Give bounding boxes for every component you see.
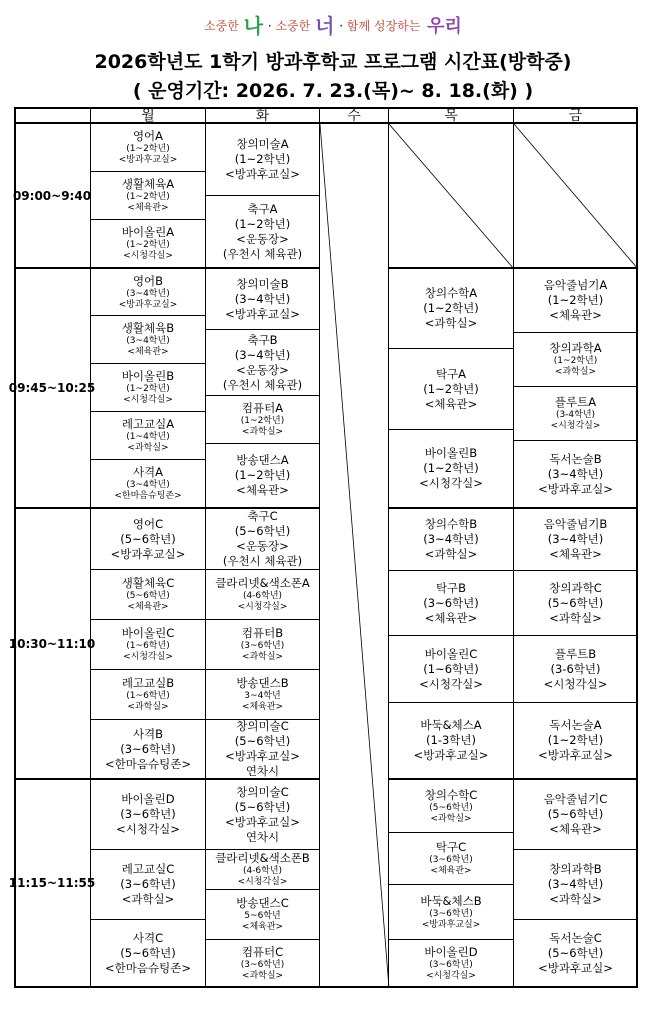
- program-detail: (5~6학년): [120, 531, 176, 546]
- program-detail: <과학실>: [127, 702, 169, 712]
- program-cell-tue: [206, 720, 320, 780]
- day-header: 수: [320, 107, 389, 124]
- program-cell-fri: [514, 441, 638, 509]
- program-detail: (1~2학년): [234, 468, 291, 482]
- program-detail: (1~2학년): [547, 733, 604, 747]
- program-cell-tue: [206, 570, 320, 620]
- program-name: 컴퓨터C: [241, 944, 284, 959]
- program-name: 바이올린D: [121, 792, 175, 806]
- program-name: 생활체육B: [121, 321, 175, 335]
- program-detail: (3-4학년): [555, 410, 596, 420]
- program-cell-thu: [389, 349, 514, 430]
- program-detail: (1~2학년): [234, 152, 291, 166]
- program-cell-mon: [91, 509, 206, 570]
- program-detail: (1~6학년): [126, 641, 170, 651]
- program-detail: <체육관>: [236, 483, 289, 497]
- program-cell-tue: [206, 269, 320, 330]
- program-detail: (1~6학년): [126, 691, 170, 701]
- thursday-empty-first-slot: [389, 124, 514, 269]
- program-name: 축구A: [247, 201, 278, 216]
- program-name: 플루트A: [554, 395, 597, 409]
- program-detail: (우천시 체육관): [222, 377, 303, 392]
- program-detail: (1-3학년): [426, 733, 476, 747]
- program-name: 영어C: [132, 516, 164, 531]
- program-detail: (4-6학년): [242, 866, 283, 876]
- program-cell-mon: [91, 720, 206, 780]
- program-detail: 3~4학년: [244, 691, 281, 701]
- slogan-word-3: 함께 성장하는: [346, 19, 421, 33]
- program-cell-mon: [91, 220, 206, 269]
- program-cell-fri: [514, 387, 638, 441]
- program-cell-thu: [389, 509, 514, 571]
- program-detail: <한마음슈팅존>: [105, 756, 191, 771]
- program-cell-fri: [514, 333, 638, 387]
- program-detail: (1~2학년): [553, 356, 598, 366]
- program-name: 생활체육C: [121, 576, 175, 590]
- program-cell-tue: [206, 940, 320, 988]
- program-detail: (3~4학년): [126, 288, 170, 299]
- program-detail: (5~6학년): [234, 799, 291, 814]
- program-detail: (5~6학년): [429, 802, 473, 813]
- program-detail: <방과후교실>: [225, 749, 300, 763]
- day-header: 화: [206, 107, 320, 124]
- program-detail: <과학실>: [549, 892, 602, 906]
- program-detail: (3~6학년): [429, 855, 473, 865]
- program-detail: <운동장>: [236, 539, 289, 553]
- program-detail: <한마음슈팅존>: [114, 491, 182, 501]
- program-detail: 5~6학년: [244, 911, 281, 921]
- program-detail: (3~6학년): [429, 908, 473, 919]
- program-detail: <과학실>: [241, 427, 284, 437]
- program-detail: <체육관>: [127, 347, 169, 357]
- program-name: 클라리넷&색소폰A: [215, 576, 310, 590]
- program-detail: <과학실>: [241, 970, 284, 981]
- program-detail: <체육관>: [127, 602, 169, 612]
- program-cell-tue: [206, 620, 320, 670]
- program-detail: (3~6학년): [120, 877, 176, 891]
- program-detail: 연차시: [245, 829, 280, 844]
- program-detail: <체육관>: [241, 702, 284, 712]
- program-name: 사격A: [132, 465, 164, 479]
- program-detail: (3~6학년): [240, 641, 285, 651]
- program-detail: (3~6학년): [120, 807, 176, 821]
- program-cell-thu: [389, 636, 514, 703]
- program-cell-tue: [206, 670, 320, 720]
- day-header: 금: [514, 107, 638, 124]
- program-name: 창의미술B: [236, 276, 289, 291]
- program-cell-mon: [91, 920, 206, 988]
- program-name: 축구C: [247, 509, 278, 523]
- program-detail: <시청각실>: [419, 676, 483, 691]
- program-detail: <체육관>: [549, 822, 602, 836]
- program-name: 영어A: [132, 129, 164, 143]
- program-detail: (3~4학년): [234, 291, 291, 306]
- program-detail: <운동장>: [236, 231, 289, 246]
- program-detail: <방과후교실>: [118, 155, 178, 165]
- program-cell-tue: [206, 509, 320, 570]
- program-cell-tue: [206, 780, 320, 850]
- wednesday-slot-divider: [320, 268, 389, 269]
- program-detail: <운동장>: [236, 362, 289, 377]
- program-detail: <방과후교실>: [538, 960, 613, 975]
- program-name: 탁구B: [435, 580, 467, 595]
- time-slot: 10:30~11:10: [14, 509, 91, 780]
- program-detail: (우천시 체육관): [222, 554, 303, 568]
- operation-period: ( 운영기간: 2026. 7. 23.(목)~ 8. 18.(화) ): [132, 80, 534, 102]
- program-detail: <시청각실>: [550, 421, 601, 431]
- program-cell-mon: [91, 364, 206, 412]
- program-detail: (5~6학년): [547, 807, 604, 821]
- program-detail: (5~6학년): [234, 524, 291, 538]
- program-detail: (1~2학년): [126, 192, 170, 202]
- program-cell-fri: [514, 703, 638, 780]
- program-detail: (5~6학년): [547, 595, 604, 610]
- program-detail: (3-6학년): [550, 661, 601, 676]
- wednesday-slot-divider: [320, 779, 389, 780]
- program-detail: (3~6학년): [429, 959, 473, 970]
- slogan-word-1: 소중한: [204, 19, 239, 33]
- program-cell-mon: [91, 850, 206, 920]
- program-name: 레고교실A: [121, 417, 175, 431]
- program-detail: <방과후교실>: [538, 748, 613, 762]
- slogan-word-2: 소중한: [275, 19, 311, 33]
- program-cell-fri: [514, 509, 638, 571]
- program-detail: <체육관>: [430, 866, 472, 876]
- program-detail: <체육관>: [549, 308, 602, 322]
- slogan-uri-logo: 우리: [427, 16, 462, 37]
- program-cell-fri: [514, 780, 638, 850]
- time-slot: 11:15~11:55: [14, 780, 91, 988]
- program-name: 창의과학A: [549, 341, 602, 355]
- program-cell-mon: [91, 780, 206, 850]
- program-cell-thu: [389, 885, 514, 940]
- program-detail: (5~6학년): [126, 591, 170, 601]
- program-detail: <방과후교실>: [118, 299, 178, 310]
- program-name: 바이올린B: [424, 446, 478, 460]
- program-detail: (1~2학년): [423, 381, 479, 396]
- program-detail: (3~4학년): [547, 532, 604, 546]
- program-detail: <체육관>: [241, 922, 284, 932]
- program-detail: (3~4학년): [126, 480, 170, 490]
- slogan-na-glyph: 나: [243, 14, 264, 38]
- program-detail: <과학실>: [121, 892, 175, 906]
- slogan-neo-glyph: 너: [315, 14, 335, 38]
- program-cell-mon: [91, 670, 206, 720]
- program-detail: <방과후교실>: [110, 546, 186, 561]
- program-name: 클라리넷&색소폰B: [215, 851, 310, 865]
- program-cell-mon: [91, 460, 206, 509]
- program-detail: <한마음슈팅존>: [105, 960, 191, 975]
- program-detail: <과학실>: [424, 547, 478, 561]
- program-detail: <시청각실>: [123, 251, 173, 261]
- program-cell-thu: [389, 430, 514, 509]
- program-cell-tue: [206, 124, 320, 196]
- program-name: 플루트B: [554, 646, 597, 661]
- program-detail: <체육관>: [424, 396, 478, 411]
- program-name: 음악줄넘기B: [543, 517, 608, 531]
- wednesday-slot-divider: [320, 508, 389, 509]
- program-detail: (5~6학년): [120, 945, 176, 960]
- program-detail: <시청각실>: [237, 602, 288, 612]
- program-cell-thu: [389, 780, 514, 833]
- program-detail: (3~4학년): [423, 532, 479, 546]
- program-name: 컴퓨터B: [241, 626, 284, 640]
- corner-header: [14, 107, 91, 124]
- program-detail: (1~6학년): [423, 661, 479, 676]
- program-cell-mon: [91, 620, 206, 670]
- program-name: 탁구C: [435, 840, 467, 854]
- program-detail: (1~2학년): [547, 293, 604, 307]
- program-detail: (1~2학년): [126, 240, 170, 250]
- program-detail: <방과후교실>: [225, 306, 300, 321]
- program-name: 방송댄스B: [236, 676, 289, 690]
- program-name: 레고교실C: [121, 862, 175, 876]
- program-name: 독서논술C: [549, 930, 602, 945]
- program-name: 사격C: [132, 930, 164, 945]
- program-detail: (5~6학년): [547, 945, 604, 960]
- program-name: 바이올린C: [121, 626, 175, 640]
- program-cell-thu: [389, 269, 514, 349]
- program-cell-thu: [389, 571, 514, 636]
- program-detail: (3~4학년): [547, 877, 604, 891]
- program-cell-mon: [91, 570, 206, 620]
- program-name: 생활체육A: [121, 177, 175, 191]
- program-cell-mon: [91, 316, 206, 364]
- program-cell-fri: [514, 920, 638, 988]
- program-name: 레고교실B: [121, 676, 175, 690]
- program-cell-tue: [206, 890, 320, 940]
- program-detail: (1~4학년): [126, 432, 170, 442]
- day-header: 월: [91, 107, 206, 124]
- page-title: 2026학년도 1학기 방과후학교 프로그램 시간표(방학중): [94, 51, 572, 73]
- program-name: 컴퓨터A: [241, 401, 284, 415]
- program-name: 창의미술C: [236, 719, 289, 733]
- program-cell-tue: [206, 850, 320, 890]
- program-cell-thu: [389, 940, 514, 988]
- slogan-separator-2: ·: [339, 19, 344, 33]
- program-name: 바둑&체스A: [420, 718, 482, 732]
- program-detail: <시청각실>: [543, 676, 608, 691]
- program-detail: <체육관>: [424, 610, 478, 625]
- program-cell-tue: [206, 396, 320, 444]
- program-detail: <시청각실>: [237, 877, 288, 887]
- program-detail: <시청각실>: [419, 476, 483, 490]
- slogan-separator-1: ·: [267, 19, 272, 33]
- program-name: 바이올린B: [121, 369, 175, 383]
- time-slot: 09:00~9:40: [14, 124, 91, 269]
- program-detail: <과학실>: [554, 367, 597, 377]
- program-name: 독서논술A: [549, 718, 602, 732]
- program-name: 음악줄넘기C: [543, 792, 608, 806]
- program-cell-thu: [389, 833, 514, 885]
- program-detail: (우천시 체육관): [222, 246, 303, 261]
- program-cell-fri: [514, 571, 638, 636]
- program-name: 방송댄스C: [236, 896, 289, 910]
- program-detail: (3~6학년): [423, 595, 479, 610]
- program-detail: (1~2학년): [234, 216, 291, 231]
- program-detail: <체육관>: [549, 547, 602, 561]
- program-cell-fri: [514, 850, 638, 920]
- program-cell-mon: [91, 172, 206, 220]
- program-name: 바둑&체스B: [420, 893, 482, 908]
- program-name: 탁구A: [435, 366, 467, 381]
- program-detail: (1~2학년): [423, 301, 479, 315]
- program-detail: (5~6학년): [234, 734, 291, 748]
- program-detail: <시청각실>: [426, 970, 476, 981]
- program-detail: (3~4학년): [547, 466, 604, 481]
- program-detail: (3~6학년): [240, 959, 285, 970]
- program-detail: <시청각실>: [123, 652, 173, 662]
- program-detail: <시청각실>: [123, 395, 173, 405]
- program-cell-tue: [206, 196, 320, 269]
- program-cell-mon: [91, 124, 206, 172]
- program-name: 창의수학B: [424, 517, 478, 531]
- program-name: 창의과학B: [549, 862, 602, 876]
- program-cell-thu: [389, 703, 514, 780]
- program-detail: <과학실>: [127, 443, 169, 453]
- program-detail: (3~4학년): [126, 336, 170, 346]
- program-detail: (1~2학년): [423, 461, 479, 475]
- program-name: 축구B: [247, 332, 278, 347]
- program-detail: (1~2학년): [240, 416, 285, 426]
- program-cell-mon: [91, 269, 206, 316]
- program-detail: <방과후교실>: [225, 814, 300, 829]
- program-name: 영어B: [132, 273, 164, 288]
- program-name: 창의미술C: [236, 784, 289, 799]
- program-name: 바이올린A: [121, 225, 175, 239]
- time-slot: 09:45~10:25: [14, 269, 91, 509]
- program-name: 음악줄넘기A: [543, 278, 608, 292]
- program-cell-mon: [91, 412, 206, 460]
- program-detail: (1~2학년): [126, 384, 170, 394]
- program-name: 방송댄스A: [236, 453, 289, 467]
- friday-empty-first-slot: [514, 124, 638, 269]
- program-detail: <과학실>: [430, 813, 472, 824]
- day-header: 목: [389, 107, 514, 124]
- program-detail: <과학실>: [241, 652, 284, 662]
- program-detail: <과학실>: [424, 316, 478, 330]
- program-name: 독서논술B: [549, 451, 602, 466]
- program-detail: <체육관>: [127, 203, 169, 213]
- program-cell-tue: [206, 330, 320, 396]
- wednesday-empty-column: [320, 124, 389, 988]
- program-detail: 연차시: [245, 764, 280, 778]
- program-cell-fri: [514, 636, 638, 703]
- program-name: 창의수학C: [424, 787, 478, 802]
- program-detail: (3~4학년): [234, 347, 291, 362]
- program-name: 창의과학C: [549, 580, 602, 595]
- program-detail: <방과후교실>: [421, 919, 481, 930]
- program-detail: <시청각실>: [116, 822, 180, 836]
- program-detail: <방과후교실>: [225, 167, 300, 181]
- program-name: 창의미술A: [236, 137, 289, 151]
- program-detail: (1~2학년): [126, 144, 170, 154]
- program-detail: (3~6학년): [120, 741, 176, 756]
- program-detail: <방과후교실>: [538, 481, 613, 496]
- program-detail: <과학실>: [549, 610, 602, 625]
- program-name: 바이올린C: [424, 646, 478, 661]
- program-name: 바이올린D: [424, 944, 478, 959]
- program-name: 창의수학A: [424, 286, 478, 300]
- program-detail: <방과후교실>: [413, 748, 489, 762]
- program-detail: (4-6학년): [242, 591, 283, 601]
- program-cell-fri: [514, 269, 638, 333]
- program-name: 사격B: [132, 726, 164, 741]
- program-cell-tue: [206, 444, 320, 509]
